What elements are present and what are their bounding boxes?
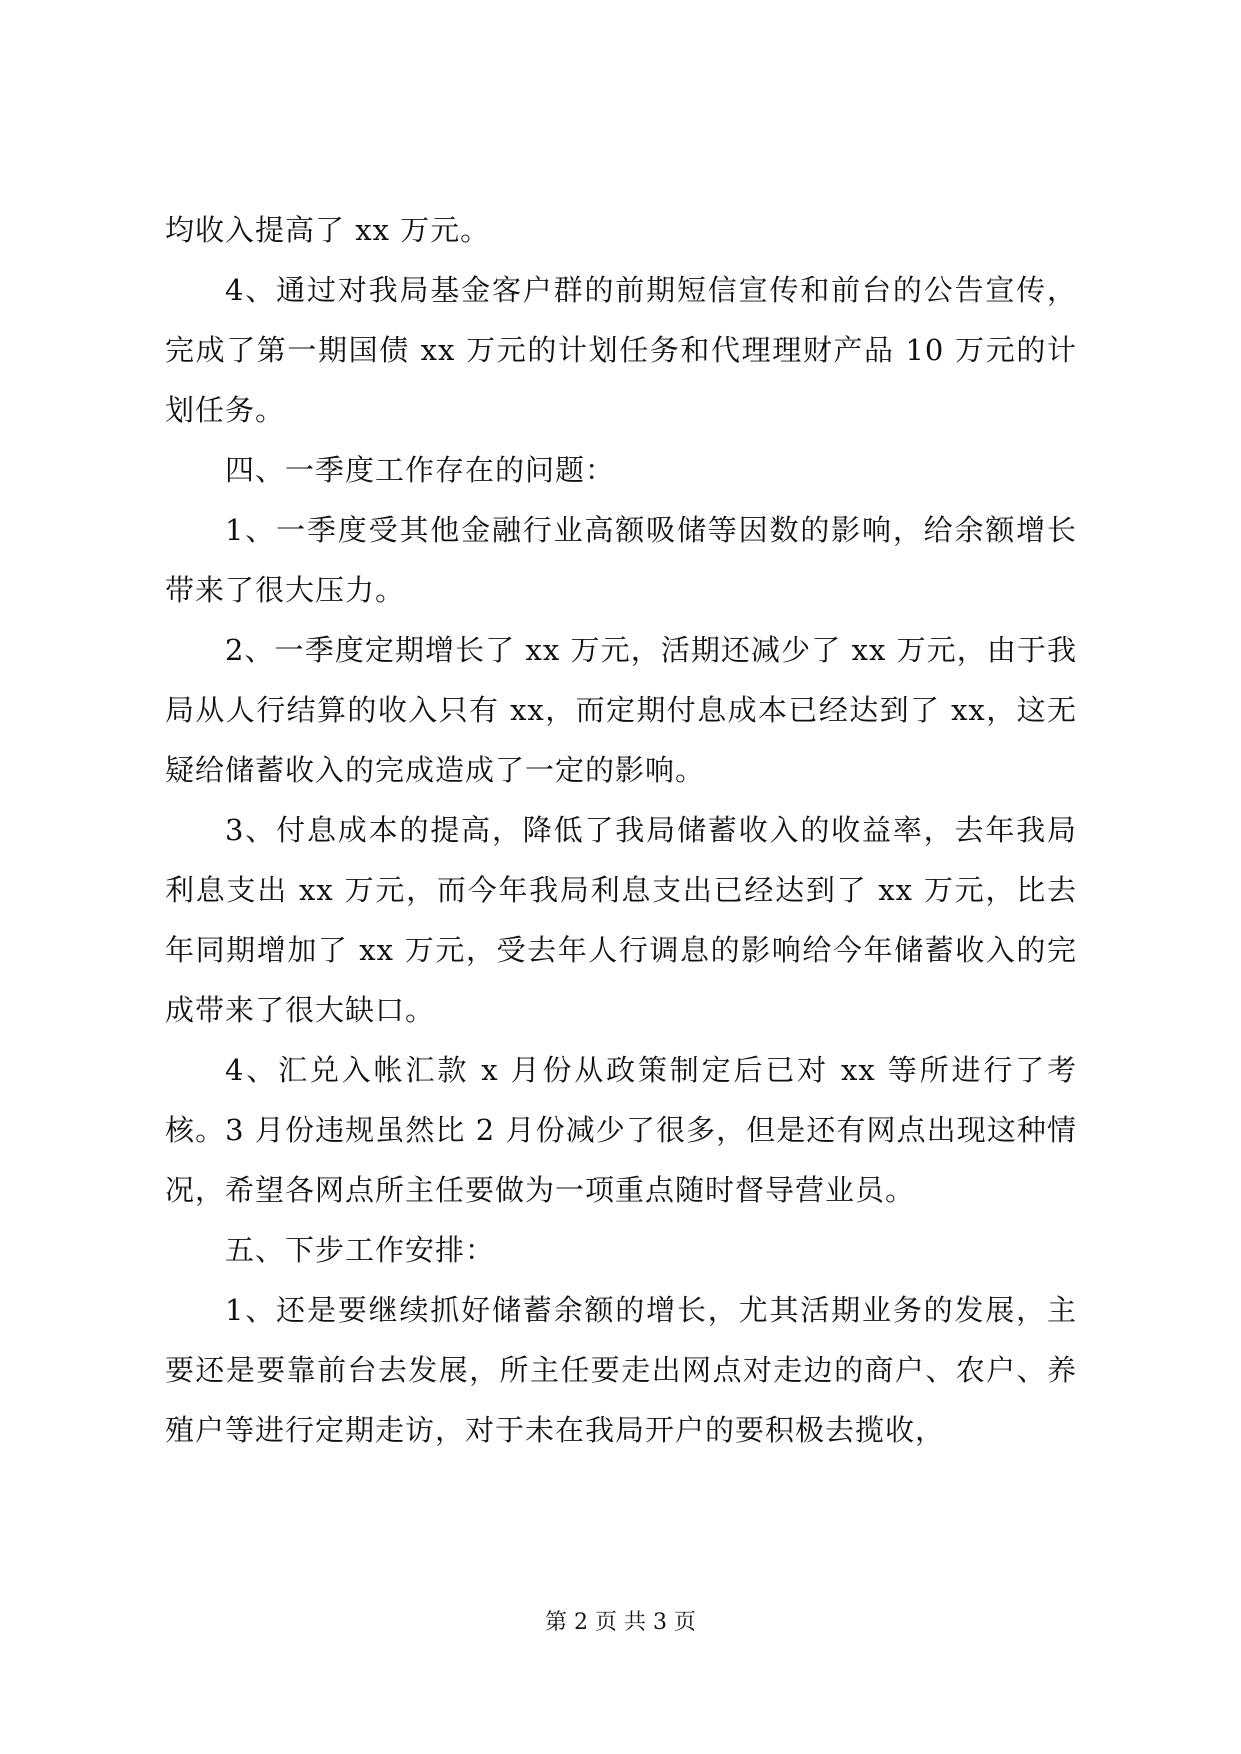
section-heading-next-steps: 五、下步工作安排： [225,1233,496,1267]
paragraph-continuation: 均收入提高了 xx 万元。 [165,213,491,247]
page-number-footer: 第 2 页 共 3 页 [545,1610,696,1635]
paragraph-problem-2: 2、一季度定期增长了 xx 万元，活期还减少了 xx 万元，由于我局从人行结算的收入只有 xx，而定期付息成本已经达到了 xx，这无疑给储蓄收入的完成造成了一定的影响。 [165,633,1077,787]
paragraph-problem-4: 4、汇兑入帐汇款 x 月份从政策制定后已对 xx 等所进行了考核。3 月份违规虽然比 2 月份减少了很多，但是还有网点出现这种情况，希望各网点所主任要做为一项重点随时督导营业员。 [165,1053,1077,1207]
document-body [165,200,1077,1460]
paragraph-problem-3: 3、付息成本的提高，降低了我局储蓄收入的收益率，去年我局利息支出 xx 万元，而今年我局利息支出已经达到了 xx 万元，比去年同期增加了 xx 万元，受去年人行调息的影响给今年储蓄收入的完成带来了很大缺口。 [165,813,1077,1027]
section-heading-problems: 四、一季度工作存在的问题： [225,453,616,487]
paragraph-next-step-1: 1、还是要继续抓好储蓄余额的增长，尤其活期业务的发展，主要还是要靠前台去发展，所主任要走出网点对走边的商户、农户、养殖户等进行定期走访，对于未在我局开户的要积极去揽收， [165,1293,1077,1447]
paragraph-item-4-bonds: 4、通过对我局基金客户群的前期短信宣传和前台的公告宣传，完成了第一期国债 xx 万元的计划任务和代理理财产品 10 万元的计划任务。 [165,273,1077,427]
paragraph-problem-1: 1、一季度受其他金融行业高额吸储等因数的影响，给余额增长带来了很大压力。 [165,513,1077,607]
